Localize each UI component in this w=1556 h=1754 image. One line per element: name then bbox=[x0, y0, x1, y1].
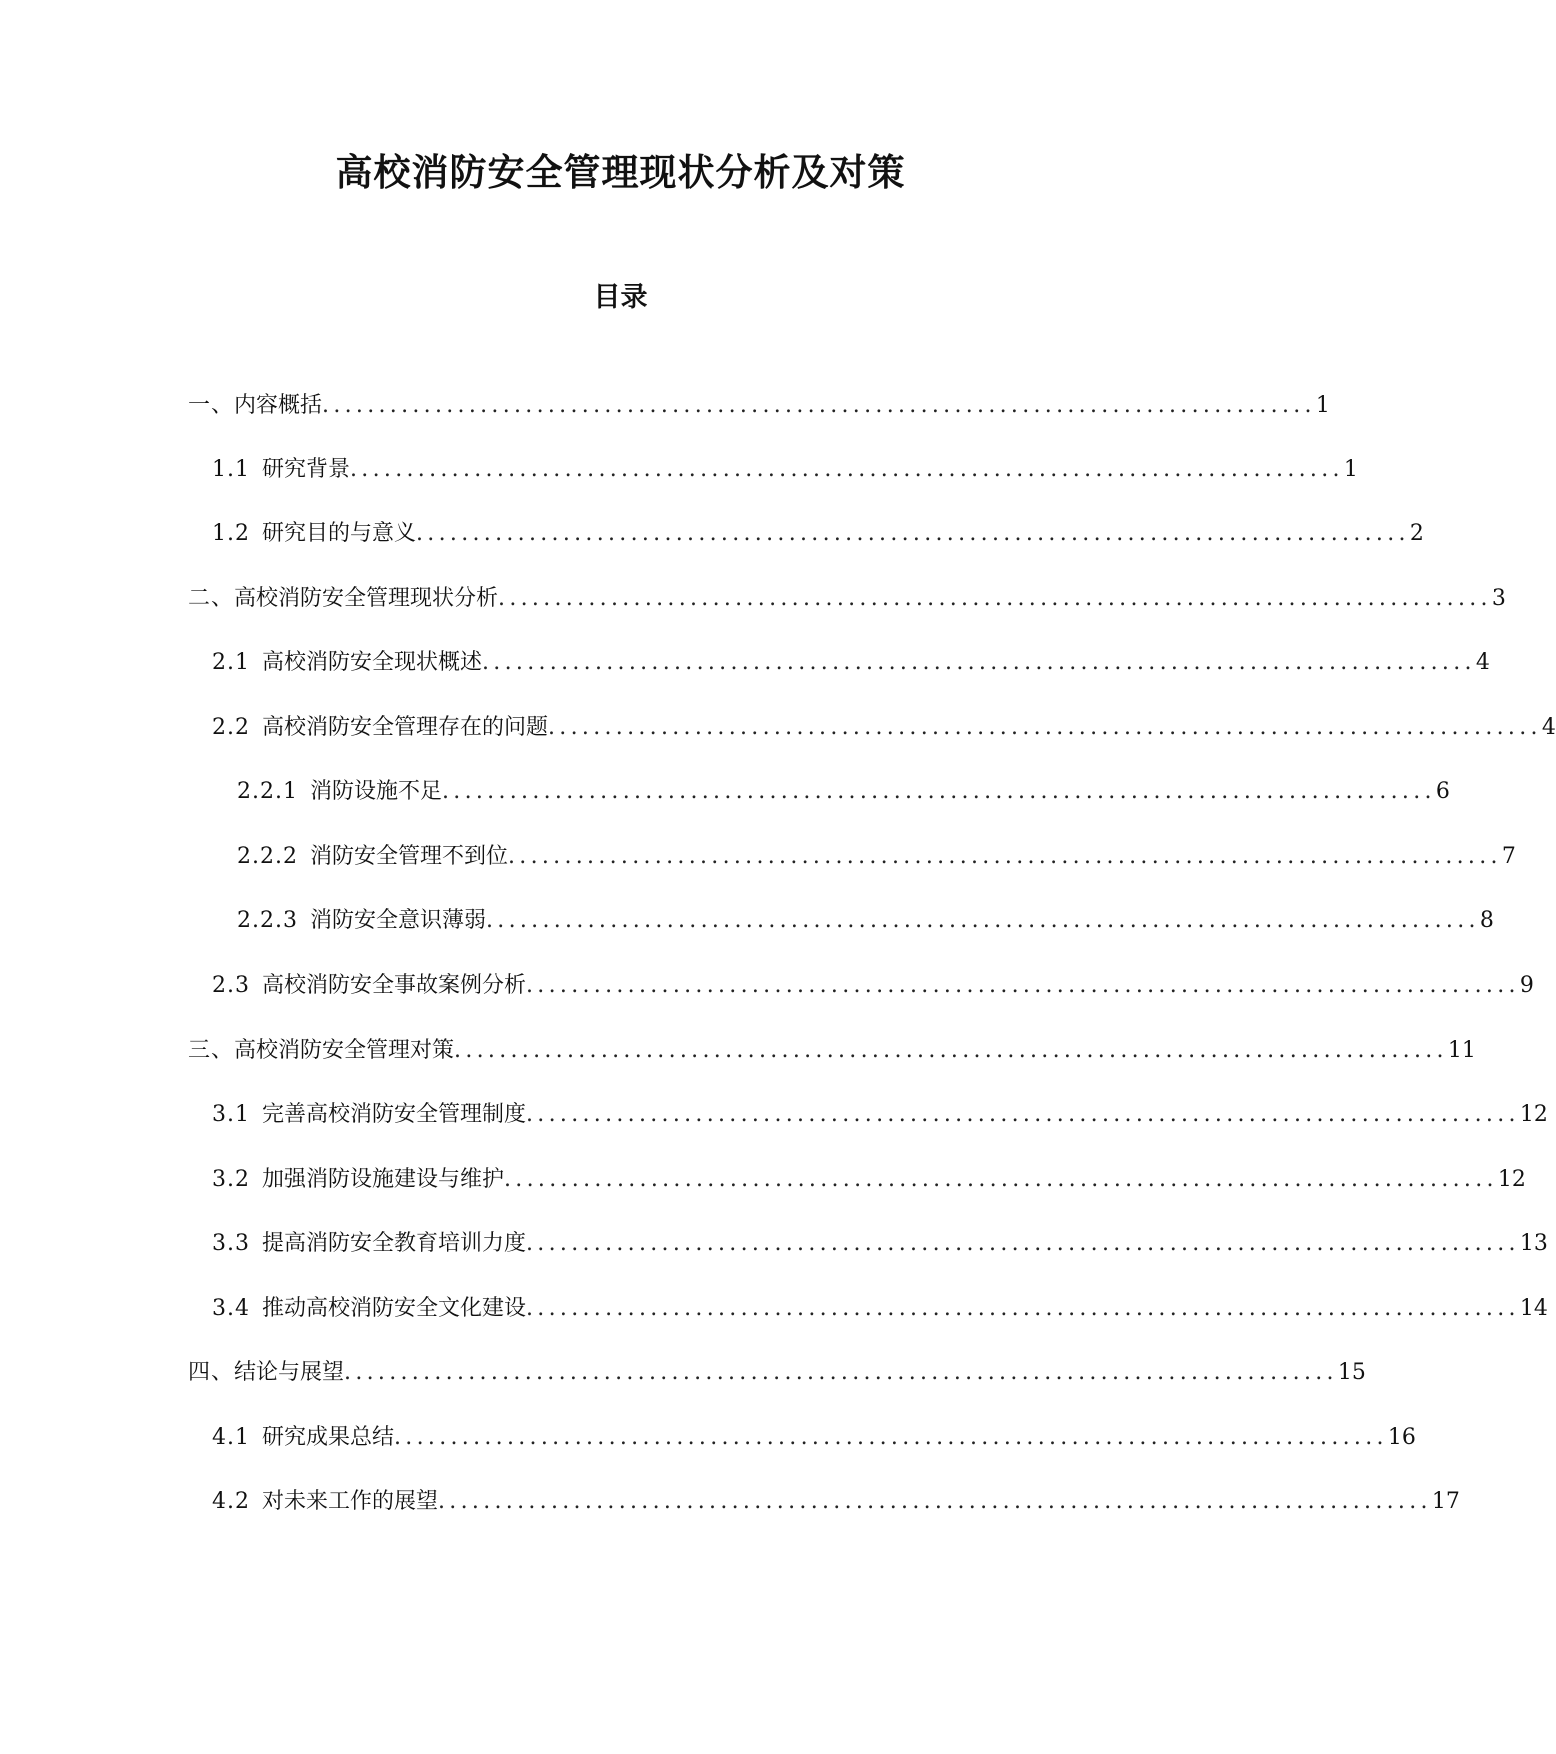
toc-leader-dots: ........................................................................................ bbox=[322, 393, 1316, 418]
toc-entry-label: 1.2 研究目的与意义 bbox=[212, 521, 417, 546]
toc-page-number: 7 bbox=[1501, 844, 1516, 869]
document-title: 高校消防安全管理现状分析及对策 bbox=[335, 150, 906, 194]
toc-entry-label: 2.2 高校消防安全管理存在的问题 bbox=[212, 715, 549, 740]
toc-entry-label: 3.1 完善高校消防安全管理制度 bbox=[212, 1102, 527, 1127]
toc-leader-dots: ........................................................................................ bbox=[508, 844, 1502, 869]
toc-entry[interactable] bbox=[212, 1294, 1548, 1324]
toc-entry[interactable] bbox=[212, 1165, 1526, 1195]
toc-leader-dots: ........................................................................................ bbox=[504, 1167, 1498, 1192]
toc-page-number: 14 bbox=[1519, 1296, 1548, 1321]
toc-page-number: 1 bbox=[1315, 393, 1330, 418]
toc-entry[interactable] bbox=[237, 906, 1494, 936]
toc-page-number: 16 bbox=[1387, 1425, 1416, 1450]
toc-leader-dots: ........................................................................................ bbox=[350, 457, 1344, 482]
toc-entry-label: 一、内容概括 bbox=[188, 393, 323, 418]
toc-entry-label: 1.1 研究背景 bbox=[212, 457, 351, 482]
toc-leader-dots: ........................................................................................ bbox=[344, 1360, 1338, 1385]
toc-entry[interactable] bbox=[212, 1423, 1416, 1453]
toc-leader-dots: ........................................................................................ bbox=[416, 521, 1410, 546]
toc-entry-label: 二、高校消防安全管理现状分析 bbox=[188, 586, 499, 611]
toc-page-number: 6 bbox=[1435, 779, 1450, 804]
toc-page-number: 3 bbox=[1491, 586, 1506, 611]
toc-entry[interactable] bbox=[188, 391, 1330, 421]
toc-leader-dots: ........................................................................................ bbox=[548, 715, 1542, 740]
toc-page-number: 9 bbox=[1519, 973, 1534, 998]
toc-entry-label: 2.1 高校消防安全现状概述 bbox=[212, 650, 483, 675]
toc-entry[interactable] bbox=[212, 713, 1556, 743]
toc-entry[interactable] bbox=[212, 1487, 1460, 1517]
toc-page-number: 4 bbox=[1541, 715, 1556, 740]
toc-entry[interactable] bbox=[212, 455, 1358, 485]
toc-page-number: 13 bbox=[1519, 1231, 1548, 1256]
toc-entry[interactable] bbox=[212, 1229, 1548, 1259]
toc-entry-label: 2.2.3 消防安全意识薄弱 bbox=[237, 908, 486, 933]
toc-entry[interactable] bbox=[212, 648, 1490, 678]
toc-leader-dots: ........................................................................................ bbox=[526, 1231, 1520, 1256]
toc-entry-label: 3.2 加强消防设施建设与维护 bbox=[212, 1167, 505, 1192]
toc-leader-dots: ........................................................................................ bbox=[438, 1489, 1432, 1514]
toc-leader-dots: ........................................................................................ bbox=[486, 908, 1480, 933]
toc-leader-dots: ........................................................................................ bbox=[526, 1102, 1520, 1127]
toc-entry-label: 2.2.1 消防设施不足 bbox=[237, 779, 442, 804]
toc-page-number: 11 bbox=[1447, 1038, 1476, 1063]
toc-entry-label: 4.2 对未来工作的展望 bbox=[212, 1489, 439, 1514]
toc-page-number: 2 bbox=[1409, 521, 1424, 546]
toc-entry[interactable] bbox=[237, 777, 1450, 807]
toc-page-number: 8 bbox=[1479, 908, 1494, 933]
toc-entry[interactable] bbox=[188, 1358, 1366, 1388]
toc-page-number: 12 bbox=[1497, 1167, 1526, 1192]
toc-page-number: 4 bbox=[1475, 650, 1490, 675]
toc-entry[interactable] bbox=[188, 1036, 1476, 1066]
toc-heading: 目录 bbox=[593, 282, 648, 313]
toc-leader-dots: ........................................................................................ bbox=[498, 586, 1492, 611]
toc-page-number: 17 bbox=[1431, 1489, 1460, 1514]
toc-leader-dots: ........................................................................................ bbox=[394, 1425, 1388, 1450]
toc-leader-dots: ........................................................................................ bbox=[482, 650, 1476, 675]
toc-entry-label: 三、高校消防安全管理对策 bbox=[188, 1038, 455, 1063]
toc-entry[interactable] bbox=[188, 584, 1506, 614]
toc-entry[interactable] bbox=[212, 971, 1534, 1001]
toc-leader-dots: ........................................................................................ bbox=[526, 973, 1520, 998]
toc-entry[interactable] bbox=[212, 519, 1424, 549]
toc-entry[interactable] bbox=[212, 1100, 1548, 1130]
toc-entry-label: 四、结论与展望 bbox=[188, 1360, 345, 1385]
toc-entry-label: 3.3 提高消防安全教育培训力度 bbox=[212, 1231, 527, 1256]
toc-page-number: 12 bbox=[1519, 1102, 1548, 1127]
toc-entry-label: 3.4 推动高校消防安全文化建设 bbox=[212, 1296, 527, 1321]
toc-entry[interactable] bbox=[237, 842, 1516, 872]
toc-entry-label: 4.1 研究成果总结 bbox=[212, 1425, 395, 1450]
toc-page-number: 15 bbox=[1337, 1360, 1366, 1385]
toc-leader-dots: ........................................................................................ bbox=[442, 779, 1436, 804]
toc-page-number: 1 bbox=[1343, 457, 1358, 482]
toc-entry-label: 2.2.2 消防安全管理不到位 bbox=[237, 844, 508, 869]
toc-leader-dots: ........................................................................................ bbox=[454, 1038, 1448, 1063]
toc-leader-dots: ........................................................................................ bbox=[526, 1296, 1520, 1321]
toc-entry-label: 2.3 高校消防安全事故案例分析 bbox=[212, 973, 527, 998]
